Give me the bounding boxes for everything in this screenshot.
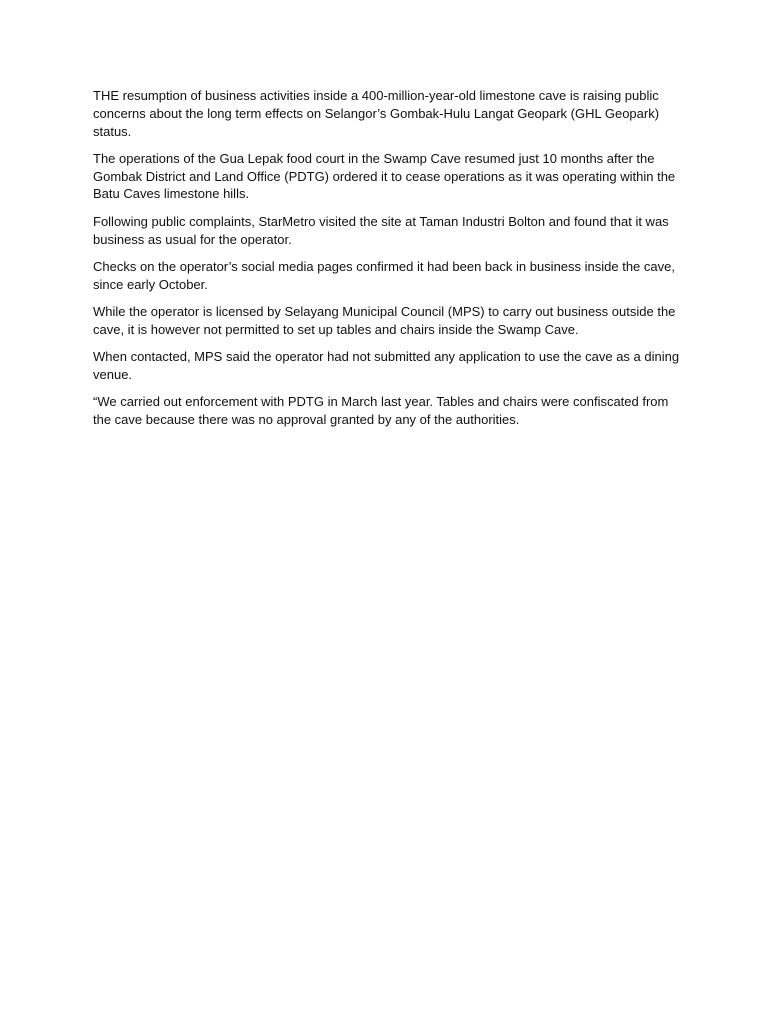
paragraph-2: The operations of the Gua Lepak food court in the Swamp Cave resumed just 10 months after the Gombak District and Land Office (PDTG) ordered it to cease operations as it was operating within the Batu Caves limestone hills. [93,150,676,202]
paragraph-1: THE resumption of business activities inside a 400-million-year-old limestone cave is raising public concerns about the long term effects on Selangor’s Gombak-Hulu Langat Geopark (GHL Geopark) status. [93,88,660,139]
article-body [93,87,683,438]
paragraph-6: When contacted, MPS said the operator had not submitted any application to use the cave as a dining venue. [93,349,680,382]
paragraph-3: Following public complaints, StarMetro visited the site at Taman Industri Bolton and found that it was business as usual for the operator. [93,213,669,247]
paragraph-4: Checks on the operator’s social media pages confirmed it had been back in business inside the cave, since early October. [93,258,675,292]
paragraph-5: While the operator is licensed by Selayang Municipal Council (MPS) to carry out business outside the cave, it is however not permitted to set up tables and chairs inside the Swamp Cave. [93,303,676,337]
paragraph-7: “We carried out enforcement with PDTG in March last year. Tables and chairs were confiscated from the cave because there was no approval granted by any of the authorities. [93,394,669,427]
